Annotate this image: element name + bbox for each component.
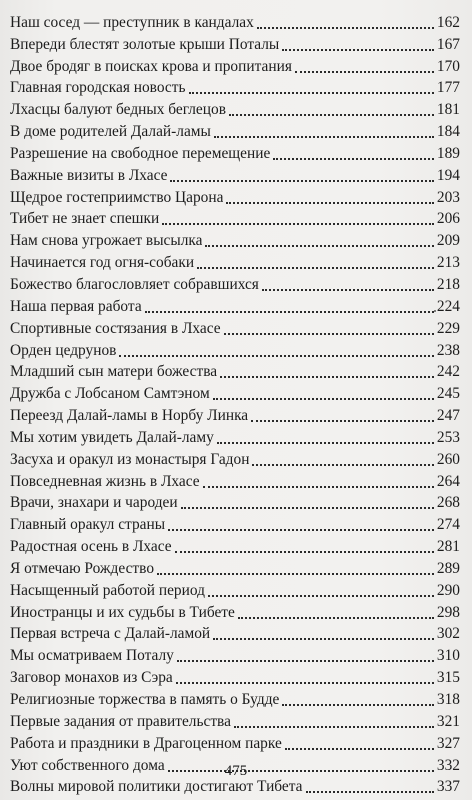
toc-entry bbox=[10, 687, 460, 709]
toc-entry-page: 203 bbox=[436, 188, 460, 206]
toc-dot-leader bbox=[295, 57, 434, 73]
toc-entry-page: 238 bbox=[436, 341, 460, 359]
toc-entry-title: Радостная осень в Лхасе bbox=[10, 538, 172, 556]
toc-dot-leader bbox=[162, 209, 434, 225]
toc-entry-page: 298 bbox=[436, 603, 460, 621]
toc-entry-page: 189 bbox=[436, 144, 460, 162]
toc-entry-page: 177 bbox=[436, 79, 460, 97]
toc-entry-page: 260 bbox=[436, 450, 460, 468]
toc-entry-title: Дружба с Лобсаном Самтэном bbox=[10, 385, 210, 403]
toc-entry-page: 170 bbox=[436, 57, 460, 75]
toc-entry-title: Нам снова угрожает высылка bbox=[10, 232, 203, 250]
toc-entry-title: Первая встреча с Далай-ламой bbox=[10, 625, 211, 643]
toc-entry-page: 321 bbox=[436, 712, 460, 730]
toc-entry-page: 290 bbox=[436, 581, 460, 599]
toc-dot-leader bbox=[214, 122, 434, 138]
toc-entry bbox=[10, 491, 460, 513]
toc-entry bbox=[10, 163, 460, 185]
toc-dot-leader bbox=[213, 624, 434, 640]
toc-dot-leader bbox=[285, 734, 434, 750]
toc-entry bbox=[10, 185, 460, 207]
toc-dot-leader bbox=[217, 428, 434, 444]
toc-entry-page: 213 bbox=[436, 254, 460, 272]
toc-entry bbox=[10, 54, 460, 76]
toc-entry-title: Щедрое гостеприимство Царона bbox=[10, 188, 224, 206]
toc-dot-leader bbox=[181, 493, 434, 509]
toc-dot-leader bbox=[273, 144, 434, 160]
toc-entry bbox=[10, 228, 460, 250]
toc-entry bbox=[10, 381, 460, 403]
toc-entry-page: 332 bbox=[436, 756, 460, 774]
toc-entry-title: Я отмечаю Рождество bbox=[10, 559, 155, 577]
toc-entry-title: Наша первая работа bbox=[10, 297, 142, 315]
toc-entry bbox=[10, 512, 460, 534]
toc-entry-page: 247 bbox=[436, 407, 460, 425]
toc-entry bbox=[10, 534, 460, 556]
toc-dot-leader bbox=[224, 319, 434, 335]
toc-dot-leader bbox=[203, 472, 434, 488]
toc-entry-title: Наш сосед — преступник в кандалах bbox=[10, 13, 254, 31]
toc-entry-title: Волны мировой политики достигают Тибета bbox=[10, 778, 303, 796]
toc-entry-page: 264 bbox=[436, 472, 460, 490]
toc-entry-title: Заговор монахов из Сэра bbox=[10, 669, 173, 687]
toc-entry-page: 224 bbox=[436, 297, 460, 315]
toc-dot-leader bbox=[189, 78, 434, 94]
toc-entry-page: 318 bbox=[436, 691, 460, 708]
toc-entry bbox=[10, 141, 460, 163]
toc-entry bbox=[10, 665, 460, 687]
toc-entry-page: 167 bbox=[436, 35, 460, 53]
toc-dot-leader bbox=[119, 341, 433, 357]
toc-entry bbox=[10, 469, 460, 491]
toc-entry-page: 218 bbox=[436, 275, 460, 293]
table-of-contents bbox=[10, 10, 460, 796]
toc-entry-page: 327 bbox=[436, 734, 460, 752]
toc-entry-title: Божество благословляет собравшихся bbox=[10, 275, 259, 293]
toc-entry bbox=[10, 97, 460, 119]
toc-entry-title: Засуха и оракул из монастыря Гадон bbox=[10, 450, 250, 468]
toc-entry-page: 274 bbox=[436, 516, 460, 534]
toc-entry-title: Тибет не знает спешки bbox=[10, 210, 160, 228]
toc-entry-title: Мы осматриваем Поталу bbox=[10, 647, 174, 665]
toc-dot-leader bbox=[282, 35, 434, 51]
toc-entry-title: Врачи, знахари и чародеи bbox=[10, 494, 178, 512]
toc-dot-leader bbox=[213, 384, 434, 400]
toc-dot-leader bbox=[177, 646, 434, 662]
toc-entry-title: Главная городская новость bbox=[10, 79, 186, 97]
toc-entry-page: 184 bbox=[436, 123, 460, 141]
toc-entry-page: 194 bbox=[436, 166, 460, 184]
toc-entry bbox=[10, 643, 460, 665]
toc-dot-leader bbox=[252, 450, 433, 466]
toc-entry bbox=[10, 556, 460, 578]
toc-dot-leader bbox=[262, 275, 434, 291]
toc-entry-title: Лхасцы балуют бедных беглецов bbox=[10, 101, 226, 119]
toc-entry bbox=[10, 403, 460, 425]
toc-entry-title: Впереди блестят золотые крыши Поталы bbox=[10, 35, 280, 53]
toc-entry-title: Начинается год огня-собаки bbox=[10, 254, 195, 272]
toc-entry bbox=[10, 622, 460, 644]
toc-dot-leader bbox=[229, 100, 434, 116]
toc-entry-title: Уют собственного дома bbox=[10, 756, 165, 774]
toc-entry bbox=[10, 338, 460, 360]
toc-dot-leader bbox=[220, 362, 434, 378]
toc-entry bbox=[10, 272, 460, 294]
toc-dot-leader bbox=[234, 712, 434, 728]
toc-entry bbox=[10, 32, 460, 54]
toc-dot-leader bbox=[282, 690, 434, 706]
toc-entry-page: 229 bbox=[436, 319, 460, 337]
toc-entry-title: Переезд Далай-ламы в Норбу Линка bbox=[10, 407, 249, 425]
toc-entry bbox=[10, 709, 460, 731]
toc-entry-title: Спортивные состязания в Лхасе bbox=[10, 319, 221, 337]
toc-entry bbox=[10, 250, 460, 272]
toc-entry-title: Главный оракул страны bbox=[10, 516, 166, 534]
toc-entry-page: 206 bbox=[436, 210, 460, 228]
toc-entry bbox=[10, 425, 460, 447]
toc-entry-title: Работа и праздники в Драгоценном парке bbox=[10, 734, 282, 752]
toc-dot-leader bbox=[205, 231, 433, 247]
toc-entry-title: Орден цедрунов bbox=[10, 341, 117, 359]
toc-entry-page: 302 bbox=[436, 625, 460, 643]
toc-entry bbox=[10, 316, 460, 338]
toc-entry bbox=[10, 207, 460, 229]
toc-entry bbox=[10, 578, 460, 600]
toc-dot-leader bbox=[168, 515, 434, 531]
toc-dot-leader bbox=[251, 406, 434, 422]
toc-entry bbox=[10, 294, 460, 316]
toc-dot-leader bbox=[257, 13, 434, 29]
toc-entry-title: Иностранцы и их судьбы в Тибете bbox=[10, 603, 235, 621]
toc-entry-title: Насыщенный работой период bbox=[10, 581, 205, 599]
toc-entry bbox=[10, 76, 460, 98]
toc-dot-leader bbox=[157, 559, 434, 575]
toc-entry-title: Младший сын матери божества bbox=[10, 363, 218, 381]
toc-entry-title: Разрешение на свободное перемещение bbox=[10, 144, 271, 162]
toc-entry-page: 209 bbox=[436, 232, 460, 250]
toc-entry-page: 289 bbox=[436, 559, 460, 577]
toc-entry-page: 181 bbox=[436, 101, 460, 119]
toc-entry bbox=[10, 731, 460, 753]
toc-dot-leader bbox=[170, 166, 433, 182]
toc-entry-title: В доме родителей Далай-ламы bbox=[10, 123, 211, 141]
toc-entry bbox=[10, 10, 460, 32]
toc-dot-leader bbox=[197, 253, 434, 269]
toc-dot-leader bbox=[208, 581, 434, 597]
print-speck bbox=[434, 310, 436, 312]
toc-entry-page: 245 bbox=[436, 385, 460, 403]
toc-entry-page: 310 bbox=[436, 647, 460, 665]
toc-entry-page: 162 bbox=[436, 13, 460, 31]
toc-entry-page: 253 bbox=[436, 428, 460, 446]
page-number: 475 bbox=[224, 763, 248, 779]
toc-entry bbox=[10, 360, 460, 382]
toc-entry-title: Повседневная жизнь в Лхасе bbox=[10, 472, 200, 490]
toc-entry-title: Первые задания от правительства bbox=[10, 712, 231, 730]
toc-entry-page: 315 bbox=[436, 669, 460, 687]
toc-entry-title: Важные визиты в Лхасе bbox=[10, 166, 168, 184]
toc-entry-title: Двое бродяг в поисках крова и пропитания bbox=[10, 57, 292, 75]
toc-entry-page: 268 bbox=[436, 494, 460, 512]
toc-entry-title: Мы хотим увидеть Далай-ламу bbox=[10, 428, 214, 446]
toc-dot-leader bbox=[176, 668, 434, 684]
toc-entry bbox=[10, 600, 460, 622]
toc-entry bbox=[10, 119, 460, 141]
toc-entry-page: 242 bbox=[436, 363, 460, 381]
toc-entry-page: 337 bbox=[436, 778, 460, 796]
toc-entry-page: 281 bbox=[436, 538, 460, 556]
toc-dot-leader bbox=[238, 603, 434, 619]
toc-dot-leader bbox=[226, 188, 433, 204]
toc-dot-leader bbox=[175, 537, 434, 553]
toc-entry bbox=[10, 447, 460, 469]
toc-entry-title: Религиозные торжества в память о Будде bbox=[10, 691, 280, 708]
toc-dot-leader bbox=[145, 297, 434, 313]
